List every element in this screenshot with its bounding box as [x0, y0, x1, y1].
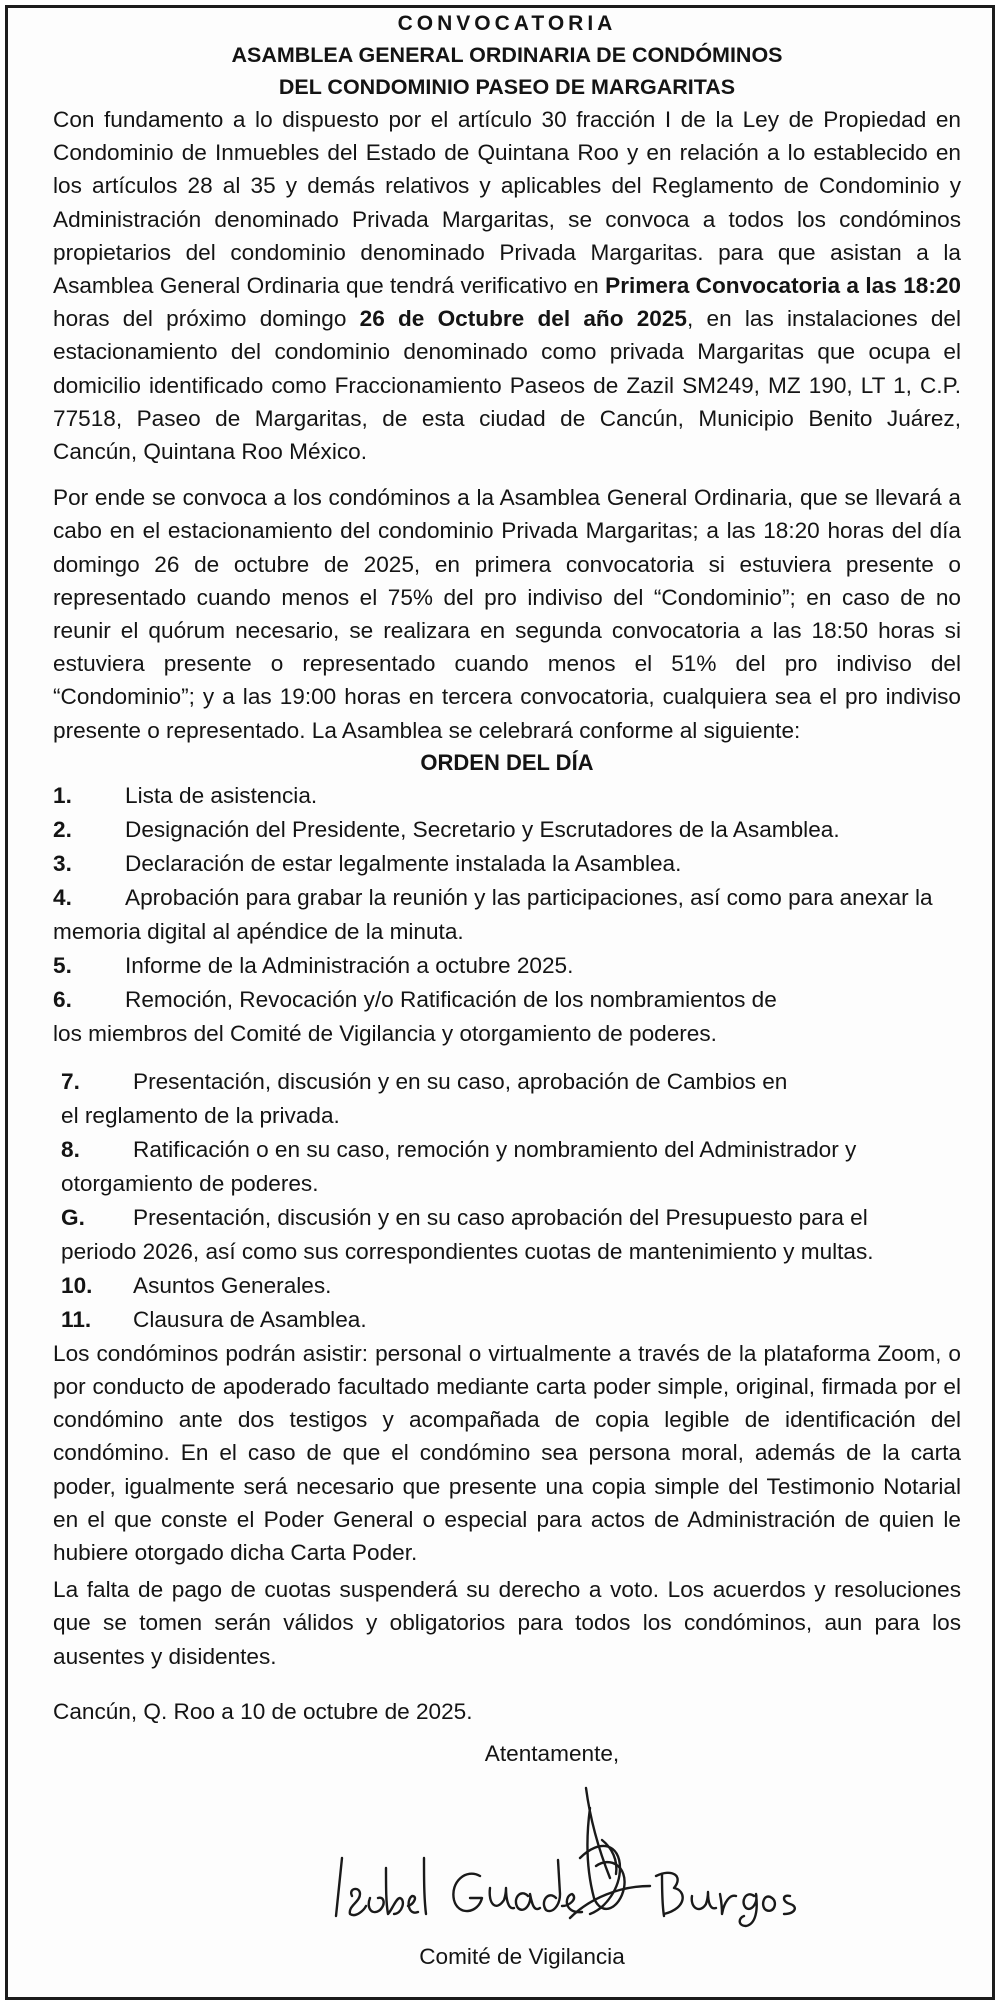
agenda-item-number: 7. [61, 1068, 80, 1094]
agenda-item-text: Declaración de estar legalmente instalada la Asamblea. [125, 850, 682, 876]
closing-salutation: Atentamente, [484, 1741, 620, 1767]
agenda-item-text: Asuntos Generales. [133, 1272, 332, 1298]
agenda-item-number: G. [61, 1204, 85, 1230]
agenda-item-number: 4. [53, 884, 72, 910]
agenda-item-text: Ratificación o en su caso, remoción y nombramiento del Administrador y otorgamiento de poderes. [61, 1136, 857, 1196]
voting-rights-paragraph: La falta de pago de cuotas suspenderá su derecho a voto. Los acuerdos y resoluciones que se tomen serán válidos y obligatorios para todos los condóminos, aun para los ausentes y disidentes. [53, 1577, 961, 1669]
agenda-item-number: 5. [53, 952, 72, 978]
agenda-item [53, 949, 961, 983]
agenda-item [61, 1303, 961, 1337]
intro-text-2: horas del próximo domingo [53, 306, 360, 332]
agenda-item [61, 1269, 961, 1303]
agenda-item [61, 1201, 961, 1269]
agenda-item [53, 881, 961, 949]
agenda-list [53, 779, 961, 1337]
handwritten-signature [290, 1748, 810, 1928]
agenda-item-number: 10. [61, 1272, 93, 1298]
agenda-item [53, 983, 961, 1051]
agenda-item-text: Designación del Presidente, Secretario y Escrutadores de la Asamblea. [125, 816, 840, 842]
agenda-item-number: 1. [53, 782, 72, 808]
agenda-item-number: 3. [53, 850, 72, 876]
agenda-item-text: Clausura de Asamblea. [133, 1306, 367, 1332]
agenda-item-text: Presentación, discusión y en su caso, aprobación de Cambios en el reglamento de la privada. [61, 1068, 788, 1128]
agenda-item [53, 813, 961, 847]
intro-paragraph [53, 103, 961, 468]
agenda-item [53, 847, 961, 881]
agenda-list-continued [53, 1065, 961, 1337]
agenda-item-number: 11. [61, 1306, 92, 1332]
agenda-item-text: Remoción, Revocación y/o Ratificación de los nombramientos de los miembros del Comité de Vigilancia y otorgamiento de poderes. [53, 986, 777, 1046]
document-subtitle-line-2: DEL CONDOMINIO PASEO DE MARGARITAS [278, 75, 736, 99]
document-title: CONVOCATORIA [397, 12, 617, 35]
convocation-paragraph: Por ende se convoca a los condóminos a la Asamblea General Ordinaria, que se llevará a cabo en el estacionamiento del condominio Privada Margaritas; a las 18:20 horas del día domingo 26 de octubre de 2025, en primera convocatoria si estuviera presente o representado cuando menos el 75% del pro indiviso del “Condominio”; en caso de no reunir el quórum necesario, se realizara en segunda convocatoria a las 18:50 horas si estuviera presente o representado cuando menos el 51% del pro indiviso del “Condominio”; y a las 19:00 horas en tercera convocatoria, cualquiera sea el pro indiviso presente o representado. La Asamblea se celebrará conforme al siguiente: [53, 485, 961, 743]
agenda-item [53, 779, 961, 813]
agenda-item-number: 6. [53, 986, 72, 1012]
intro-text-3: , en las instalaciones del estacionamiento del condominio denominado como privada Margaritas que ocupa el domicilio identificado como Fraccionamiento Paseos de Zazil SM249, MZ 190, LT 1, C.P. 77518, Paseo de Margaritas, de esta ciudad de Cancún, Municipio Benito Juárez, Cancún, Quintana Roo México. [53, 306, 962, 465]
intro-bold-first-call: Primera Convocatoria a las 18:20 [605, 273, 961, 299]
agenda-item-number: 8. [61, 1136, 80, 1162]
intro-bold-date: 26 de Octubre del año 2025 [359, 306, 688, 332]
agenda-item-text: Informe de la Administración a octubre 2025. [125, 952, 574, 978]
signature-drawing [290, 1748, 810, 1928]
document-subtitle-line-1: ASAMBLEA GENERAL ORDINARIA DE CONDÓMINOS [231, 43, 783, 67]
attendance-paragraph: Los condóminos podrán asistir: personal o virtualmente a través de la plataforma Zoom, o por conducto de apoderado facultado mediante carta poder simple, original, firmada por el condómino ante dos testigos y acompañada de copia legible de identificación del condómino. En el caso de que el condómino sea persona moral, además de la carta poder, igualmente será necesario que presente una copia simple del Testimonio Notarial en el que conste el Poder General o especial para actos de Administración de quien le hubiere otorgado dicha Carta Poder. [53, 1340, 961, 1566]
place-and-date: Cancún, Q. Roo a 10 de octubre de 2025. [53, 1698, 473, 1724]
document-body [53, 9, 961, 1770]
agenda-item-text: Presentación, discusión y en su caso aprobación del Presupuesto para el periodo 2026, así como sus correspondientes cuotas de mantenimiento y multas. [61, 1204, 874, 1264]
agenda-item [61, 1133, 961, 1201]
agenda-item-text: Aprobación para grabar la reunión y las participaciones, así como para anexar la memoria digital al apéndice de la minuta. [53, 884, 933, 944]
agenda-item-text: Lista de asistencia. [125, 782, 318, 808]
agenda-title: ORDEN DEL DÍA [420, 749, 594, 775]
signer-role: Comité de Vigilancia [419, 1944, 625, 1969]
agenda-item [61, 1065, 961, 1133]
agenda-item-number: 2. [53, 816, 72, 842]
intro-text-1: Con fundamento a lo dispuesto por el artículo 30 fracción I de la Ley de Propiedad en Condominio de Inmuebles del Estado de Quintana Roo y en relación a lo establecido en los artículos 28 al 35 y demás relativos y aplicables del Reglamento de Condominio y Administración denominado Privada Margaritas, se convoca a todos los condóminos propietarios del condominio denominado Privada Margaritas. para que asistan a la Asamblea General Ordinaria que tendrá verificativo en [53, 107, 961, 299]
